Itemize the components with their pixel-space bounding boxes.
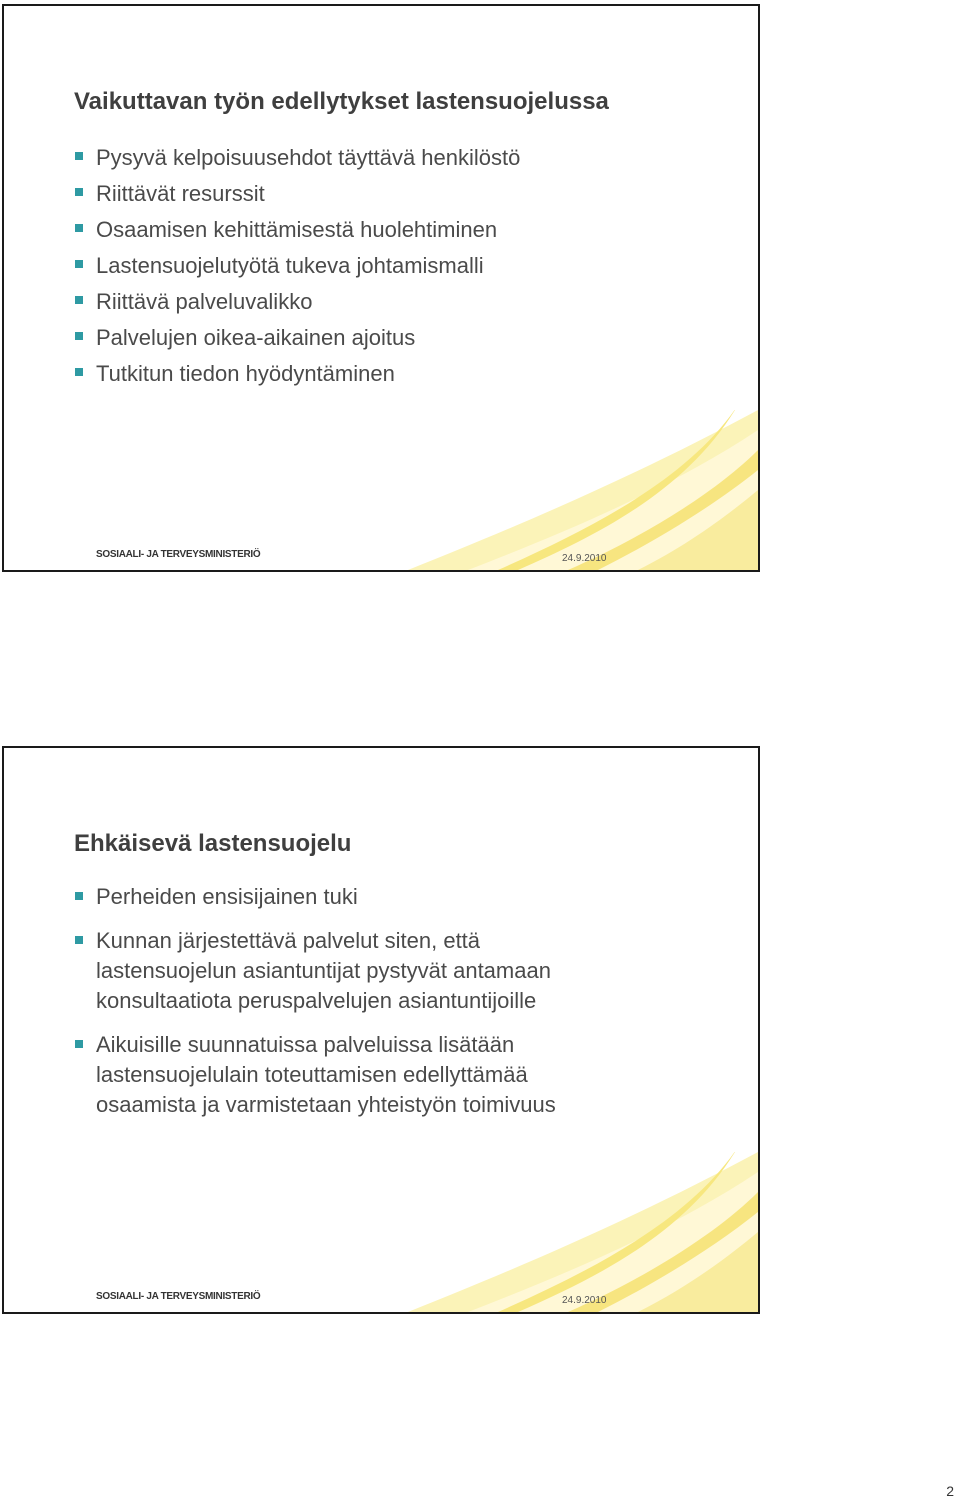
bullet-text: Perheiden ensisijainen tuki: [96, 884, 358, 909]
bullet-text: Riittävät resurssit: [96, 181, 265, 206]
square-bullet-icon: [75, 260, 83, 268]
square-bullet-icon: [75, 296, 83, 304]
bullet-text: Pysyvä kelpoisuusehdot täyttävä henkilöstö: [96, 145, 521, 170]
bullet-text: Osaamisen kehittämisestä huolehtiminen: [96, 217, 498, 242]
square-bullet-icon: [75, 332, 83, 340]
square-bullet-icon: [75, 152, 83, 160]
ministry-logo: SOSIAALI- JA TERVEYSMINISTERIÖ: [96, 549, 261, 560]
ministry-logo: SOSIAALI- JA TERVEYSMINISTERIÖ: [96, 1291, 261, 1302]
bullet-text: osaamista ja varmistetaan yhteistyön toimivuus: [96, 1092, 556, 1117]
square-bullet-icon: [75, 936, 83, 944]
bullet-text: Palvelujen oikea-aikainen ajoitus: [96, 325, 416, 350]
square-bullet-icon: [75, 892, 83, 900]
bullet-item: [74, 284, 520, 320]
bullet-item: [74, 882, 556, 912]
slide-1: [2, 4, 760, 572]
bullet-item: [74, 320, 520, 356]
slide-title: Ehkäisevä lastensuojelu: [74, 830, 352, 857]
bullet-text: lastensuojelun asiantuntijat pystyvät antamaan: [96, 958, 551, 983]
bullet-item: [74, 926, 556, 1016]
bullet-list: [74, 882, 556, 1134]
bullet-text: Aikuisille suunnatuissa palveluissa lisätään: [96, 1032, 515, 1057]
bullet-text: Lastensuojelutyötä tukeva johtamismalli: [96, 253, 484, 278]
square-bullet-icon: [75, 368, 83, 376]
bullet-item: [74, 176, 520, 212]
bullet-item: [74, 356, 520, 392]
bullet-list: [74, 140, 520, 392]
page-number: 2: [946, 1483, 954, 1499]
bullet-item: [74, 248, 520, 284]
yellow-swoosh-graphic: [388, 1152, 758, 1312]
slide-2: [2, 746, 760, 1314]
slide-date: 24.9.2010: [562, 553, 607, 564]
slide-date: 24.9.2010: [562, 1295, 607, 1306]
bullet-item: [74, 140, 520, 176]
bullet-item: [74, 1030, 556, 1120]
square-bullet-icon: [75, 224, 83, 232]
slide-title: Vaikuttavan työn edellytykset lastensuojelussa: [74, 88, 609, 115]
bullet-text: Tutkitun tiedon hyödyntäminen: [96, 361, 395, 386]
bullet-text: lastensuojelulain toteuttamisen edellyttämää: [96, 1062, 528, 1087]
yellow-swoosh-graphic: [388, 410, 758, 570]
bullet-text: Riittävä palveluvalikko: [96, 289, 313, 314]
bullet-text: konsultaatiota peruspalvelujen asiantuntijoille: [96, 988, 537, 1013]
bullet-text: Kunnan järjestettävä palvelut siten, että: [96, 928, 481, 953]
square-bullet-icon: [75, 188, 83, 196]
square-bullet-icon: [75, 1040, 83, 1048]
bullet-item: [74, 212, 520, 248]
